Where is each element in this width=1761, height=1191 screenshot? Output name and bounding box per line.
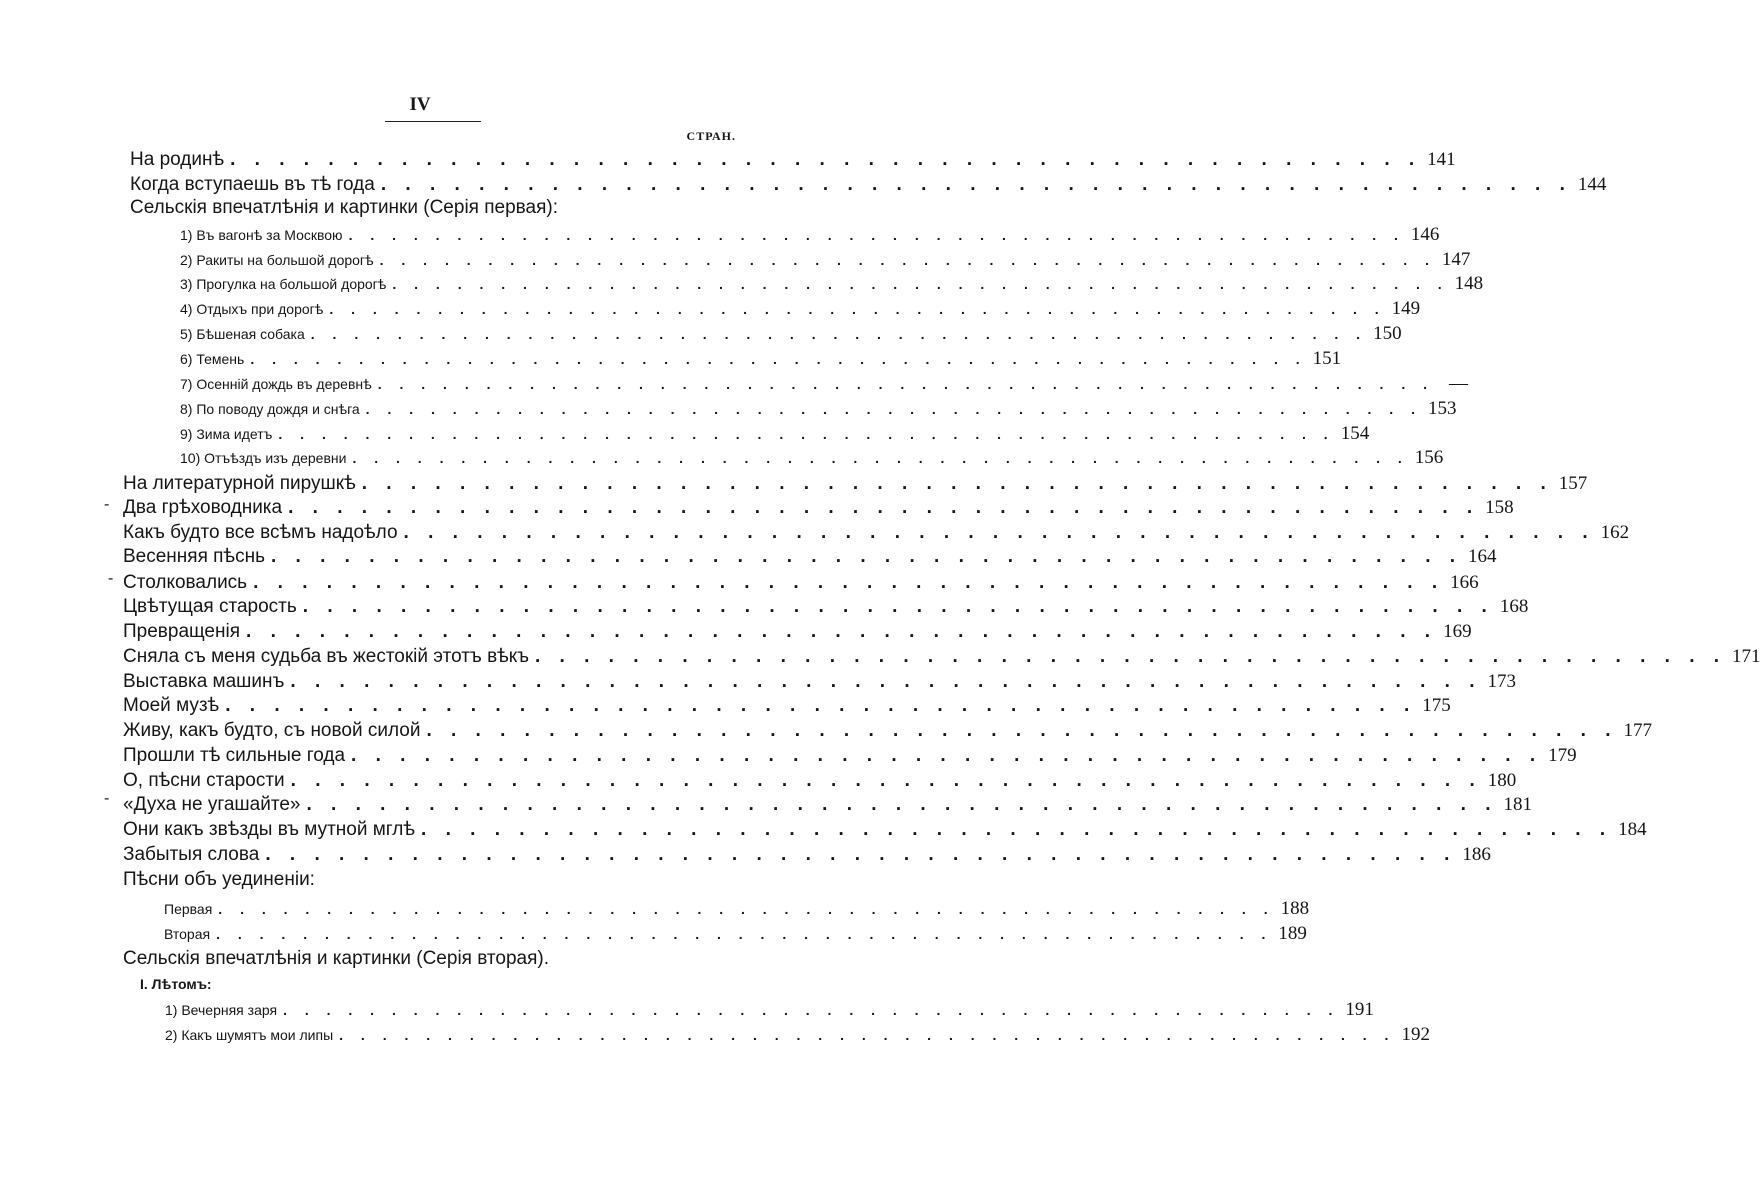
toc-entry[interactable] [123, 596, 1529, 618]
leader-dots: . . . . . . . . . . . . . . . . . . . . . . . . . . . . . . . . . . . . . . . . . . . . . . . . . [392, 276, 1449, 292]
toc-entry[interactable] [123, 720, 1652, 742]
page-column-label: СТРАН. [686, 129, 736, 143]
leader-dots: . . . . . . . . . . . . . . . . . . . . . . . . . . . . . . . . . . . . . . . . . . . . . . . . . [361, 473, 1553, 494]
leader-dots: . . . . . . . . . . . . . . . . . . . . . . . . . . . . . . . . . . . . . . . . . . . . . . . . . [329, 301, 1386, 317]
entry-page: 168 [1499, 596, 1529, 617]
entry-title: Цвѣтущая старость [123, 596, 297, 617]
leader-dots: . . . . . . . . . . . . . . . . . . . . . . . . . . . . . . . . . . . . . . . . . . . . . . . . . [426, 720, 1618, 741]
entry-page: 179 [1548, 745, 1577, 766]
toc-entry[interactable] [123, 497, 1514, 519]
entry-page: 189 [1278, 923, 1307, 944]
margin-mark: - [104, 496, 110, 513]
entry-page: 164 [1468, 546, 1497, 567]
leader-dots: . . . . . . . . . . . . . . . . . . . . . . . . . . . . . . . . . . . . . . . . . . . . . . . . . [253, 572, 1445, 593]
section-heading-series-two: Сельскія впечатлѣнія и картинки (Серія вторая). [123, 948, 549, 969]
margin-mark: - [104, 790, 110, 807]
entry-page: 141 [1427, 149, 1456, 170]
toc-entry[interactable] [123, 621, 1472, 643]
leader-dots: . . . . . . . . . . . . . . . . . . . . . . . . . . . . . . . . . . . . . . . . . . . . . . . . . [310, 326, 1368, 342]
leader-dots: . . . . . . . . . . . . . . . . . . . . . . . . . . . . . . . . . . . . . . . . . . . . . . . . . [250, 351, 1307, 367]
entry-title: 3) Прогулка на большой дорогѣ [180, 276, 387, 292]
entry-page: 149 [1391, 298, 1421, 319]
leader-dots: . . . . . . . . . . . . . . . . . . . . . . . . . . . . . . . . . . . . . . . . . . . . . . . . . [270, 546, 1463, 567]
toc-entry[interactable] [123, 844, 1491, 866]
entry-title: На родинѣ [130, 149, 225, 170]
toc-entry[interactable] [130, 149, 1456, 171]
toc-entry[interactable] [123, 819, 1647, 841]
entry-title: 10) Отъѣздъ изъ деревни [180, 450, 347, 466]
entry-page: 166 [1450, 572, 1479, 593]
toc-entry[interactable] [180, 298, 1421, 320]
toc-entry[interactable] [123, 646, 1761, 668]
leader-dots: . . . . . . . . . . . . . . . . . . . . . . . . . . . . . . . . . . . . . . . . . . . . . . . . . [225, 695, 1417, 716]
entry-page: 146 [1410, 224, 1440, 245]
entry-page: 184 [1618, 819, 1647, 840]
entry-title: На литературной пирушкѣ [123, 473, 356, 494]
entry-title: Живу, какъ будто, съ новой силой [123, 720, 421, 741]
toc-entry[interactable] [123, 546, 1497, 568]
toc-entry[interactable] [123, 770, 1517, 792]
leader-dots: . . . . . . . . . . . . . . . . . . . . . . . . . . . . . . . . . . . . . . . . . . . . . . . . . [306, 794, 1498, 815]
toc-entry[interactable] [123, 695, 1451, 717]
entry-page: 169 [1443, 621, 1472, 642]
entry-page: 156 [1414, 447, 1444, 468]
entry-title: Два грѣховодника [123, 497, 283, 518]
toc-entry[interactable] [180, 447, 1444, 469]
entry-title: Выставка машинъ [123, 671, 285, 692]
entry-page: 151 [1312, 348, 1342, 369]
subheading-summer: I. Лѣтомъ: [140, 976, 212, 992]
entry-title: Сняла съ меня судьба въ жестокій этотъ вѣкъ [123, 646, 529, 667]
entry-title: Прошли тѣ сильные года [123, 745, 346, 766]
entry-title: 1) Въ вагонѣ за Москвою [180, 227, 343, 243]
entry-page: 154 [1340, 423, 1370, 444]
toc-entry[interactable] [123, 794, 1532, 816]
entry-page: 153 [1427, 398, 1457, 419]
entry-title: Превращенія [123, 621, 241, 642]
entry-title: О, пѣсни старости [123, 770, 285, 791]
leader-dots: . . . . . . . . . . . . . . . . . . . . . . . . . . . . . . . . . . . . . . . . . . . . . . . . . [290, 770, 1482, 791]
entry-title: 4) Отдыхъ при дорогѣ [180, 301, 324, 317]
leader-dots: . . . . . . . . . . . . . . . . . . . . . . . . . . . . . . . . . . . . . . . . . . . . . . . . . [278, 426, 1335, 442]
toc-entry[interactable] [165, 1024, 1430, 1046]
toc-entry[interactable] [123, 745, 1577, 767]
entry-title: Вторая [164, 926, 211, 942]
leader-dots: . . . . . . . . . . . . . . . . . . . . . . . . . . . . . . . . . . . . . . . . . . . . . . . . . [535, 646, 1727, 667]
entry-page: 181 [1503, 794, 1532, 815]
leader-dots: . . . . . . . . . . . . . . . . . . . . . . . . . . . . . . . . . . . . . . . . . . . . . . . . . [246, 621, 1438, 642]
leader-dots: . . . . . . . . . . . . . . . . . . . . . . . . . . . . . . . . . . . . . . . . . . . . . . . . . [288, 497, 1480, 518]
entry-page: 144 [1577, 174, 1607, 195]
toc-entry[interactable] [180, 423, 1370, 445]
entry-title: 8) По поводу дождя и снѣга [180, 401, 360, 417]
toc-entry[interactable] [180, 323, 1402, 345]
entry-page: 157 [1558, 473, 1588, 494]
leader-dots: . . . . . . . . . . . . . . . . . . . . . . . . . . . . . . . . . . . . . . . . . . . . . . . . . [352, 450, 1409, 466]
entry-page: 175 [1422, 695, 1451, 716]
leader-dots: . . . . . . . . . . . . . . . . . . . . . . . . . . . . . . . . . . . . . . . . . . . . . . . . . [379, 252, 1436, 268]
leader-dots: . . . . . . . . . . . . . . . . . . . . . . . . . . . . . . . . . . . . . . . . . . . . . . . . . [290, 671, 1482, 692]
leader-dots: . . . . . . . . . . . . . . . . . . . . . . . . . . . . . . . . . . . . . . . . . . . . . . . . . [380, 174, 1572, 195]
leader-dots: . . . . . . . . . . . . . . . . . . . . . . . . . . . . . . . . . . . . . . . . . . . . . . . . . [216, 926, 1273, 942]
entry-title: Весенняя пѣснь [123, 546, 265, 567]
leader-dots: . . . . . . . . . . . . . . . . . . . . . . . . . . . . . . . . . . . . . . . . . . . . . . . . . [421, 819, 1613, 840]
section-heading-songs: Пѣсни объ уединеніи: [123, 869, 315, 890]
entry-title: 6) Темень [180, 351, 245, 367]
leader-dots: . . . . . . . . . . . . . . . . . . . . . . . . . . . . . . . . . . . . . . . . . . . . . . . . . [302, 596, 1494, 617]
page-number: IV [409, 94, 431, 115]
toc-entry[interactable] [180, 373, 1468, 395]
toc-entry[interactable] [180, 398, 1457, 420]
section-heading-series-one: Сельскія впечатлѣнія и картинки (Серія первая): [130, 197, 558, 218]
toc-entry[interactable] [123, 671, 1516, 693]
entry-title: 9) Зима идетъ [180, 426, 273, 442]
entry-page: 147 [1441, 249, 1471, 270]
entry-title: 2) Какъ шумятъ мои липы [165, 1027, 334, 1043]
entry-title: 7) Осенній дождь въ деревнѣ [180, 376, 372, 392]
entry-page: 150 [1373, 323, 1402, 344]
leader-dots: . . . . . . . . . . . . . . . . . . . . . . . . . . . . . . . . . . . . . . . . . . . . . . . . . [218, 901, 1275, 917]
margin-mark: - [108, 570, 114, 587]
entry-page: 171 [1732, 646, 1761, 667]
entry-title: 1) Вечерняя заря [165, 1002, 278, 1018]
entry-page: 158 [1485, 497, 1514, 518]
leader-dots: . . . . . . . . . . . . . . . . . . . . . . . . . . . . . . . . . . . . . . . . . . . . . . . . . [365, 401, 1422, 417]
entry-title: Когда вступаешь въ тѣ года [130, 174, 375, 195]
toc-entry[interactable] [180, 348, 1342, 370]
entry-title: Первая [164, 901, 213, 917]
leader-dots: . . . . . . . . . . . . . . . . . . . . . . . . . . . . . . . . . . . . . . . . . . . . . . . . . [265, 844, 1457, 865]
toc-entry[interactable] [164, 923, 1307, 945]
leader-dots: . . . . . . . . . . . . . . . . . . . . . . . . . . . . . . . . . . . . . . . . . . . . . . . . . [348, 227, 1405, 243]
entry-title: Забытыя слова [123, 844, 260, 865]
entry-title: Столковались [123, 572, 248, 593]
entry-page: — [1449, 373, 1468, 394]
entry-title: 5) Бѣшеная собака [180, 326, 305, 342]
entry-page: 173 [1487, 671, 1516, 692]
entry-page: 148 [1454, 273, 1484, 294]
entry-page: 180 [1487, 770, 1517, 791]
leader-dots: . . . . . . . . . . . . . . . . . . . . . . . . . . . . . . . . . . . . . . . . . . . . . . . . . [339, 1027, 1396, 1043]
entry-title: Какъ будто все всѣмъ надоѣло [123, 522, 398, 543]
entry-page: 191 [1345, 999, 1374, 1020]
entry-title: «Духа не угашайте» [123, 794, 301, 815]
leader-dots: . . . . . . . . . . . . . . . . . . . . . . . . . . . . . . . . . . . . . . . . . . . . . . . . . [230, 149, 1422, 170]
entry-title: Они какъ звѣзды въ мутной мглѣ [123, 819, 416, 840]
entry-page: 162 [1600, 522, 1630, 543]
entry-page: 177 [1623, 720, 1652, 741]
leader-dots: . . . . . . . . . . . . . . . . . . . . . . . . . . . . . . . . . . . . . . . . . . . . . . . . . [283, 1002, 1340, 1018]
toc-entry[interactable] [123, 522, 1630, 544]
entry-page: 186 [1462, 844, 1491, 865]
entry-title: 2) Ракиты на большой дорогѣ [180, 252, 374, 268]
leader-dots: . . . . . . . . . . . . . . . . . . . . . . . . . . . . . . . . . . . . . . . . . . . . . . . . . [377, 376, 1434, 392]
toc-entry[interactable] [165, 999, 1374, 1021]
entry-page: 188 [1280, 898, 1310, 919]
toc-entry[interactable] [130, 174, 1607, 196]
toc-entry[interactable] [164, 898, 1310, 920]
toc-entry[interactable] [123, 473, 1588, 495]
entry-title: Моей музѣ [123, 695, 220, 716]
leader-dots: . . . . . . . . . . . . . . . . . . . . . . . . . . . . . . . . . . . . . . . . . . . . . . . . . [403, 522, 1595, 543]
entry-page: 192 [1401, 1024, 1430, 1045]
toc-entry[interactable] [180, 273, 1484, 295]
leader-dots: . . . . . . . . . . . . . . . . . . . . . . . . . . . . . . . . . . . . . . . . . . . . . . . . . [351, 745, 1543, 766]
toc-entry[interactable] [180, 224, 1440, 246]
toc-entry[interactable] [180, 249, 1471, 271]
toc-entry[interactable] [123, 572, 1479, 594]
